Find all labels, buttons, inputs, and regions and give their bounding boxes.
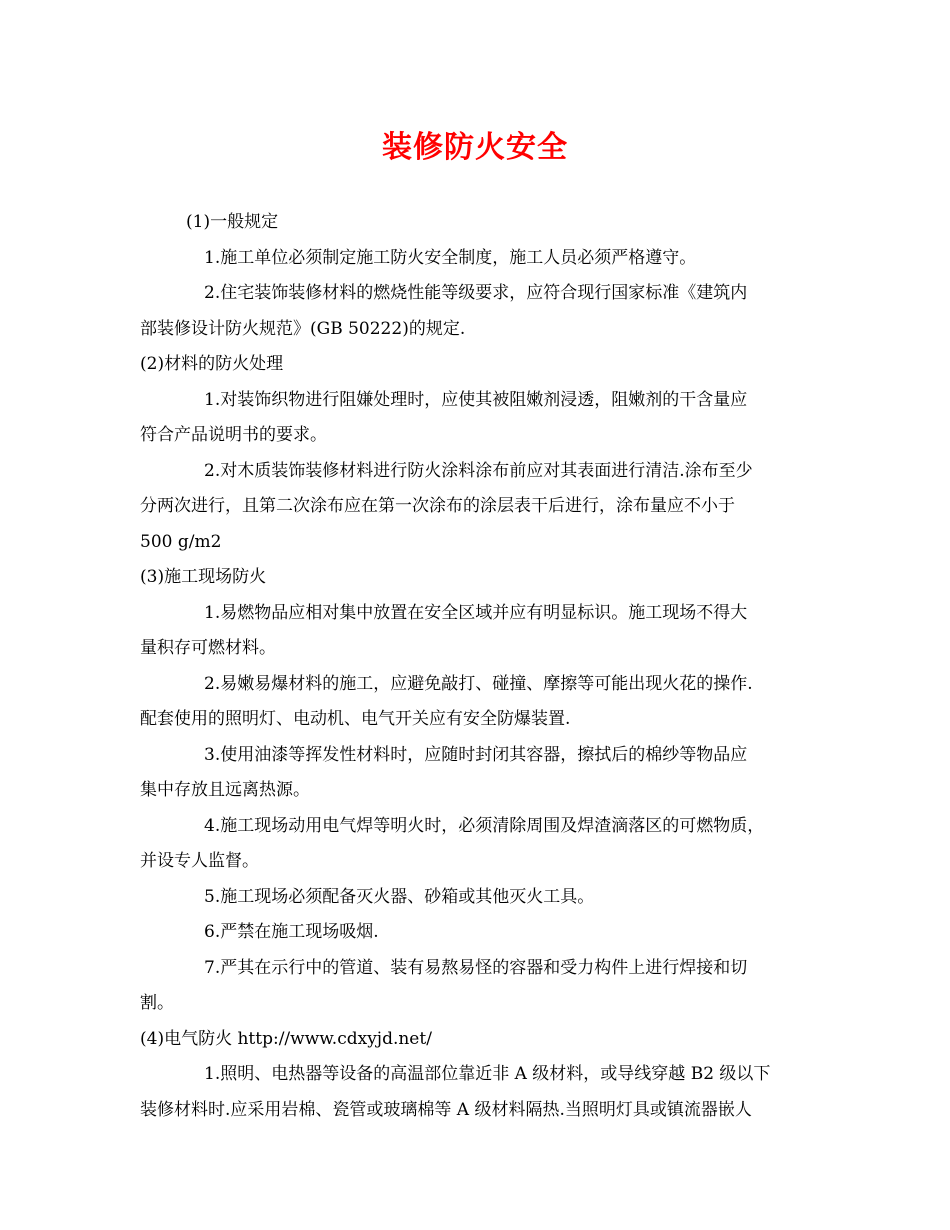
text-line: 集中存放且远离热源。 [140, 780, 310, 800]
text-line: 装修材料时.应采用岩棉、瓷管或玻璃棉等 A 级材料隔热.当照明灯具或镇流器嵌人 [140, 1099, 752, 1120]
text-line: 2.易嫩易爆材料的施工，应避免敲打、碰撞、摩擦等可能出现火花的操作. [204, 673, 753, 694]
text-line: 1.照明、电热器等设备的高温部位靠近非 A 级材料，或导线穿越 B2 级以下 [204, 1064, 771, 1084]
text-line: 分两次进行，且第二次涂布应在第一次涂布的涂层表干后进行，涂布量应不小于 [140, 496, 735, 516]
text-line: 割。 [140, 993, 174, 1013]
text-line: 7.严其在示行中的管道、装有易熬易怪的容器和受力构件上进行焊接和切 [204, 957, 748, 978]
text-line: 1.易燃物品应相对集中放置在安全区域并应有明显标识。施工现场不得大 [204, 602, 748, 623]
text-line: (2)材料的防火处理 [140, 354, 284, 374]
text-line: 4.施工现场动用电气焊等明火时，必须清除周围及焊渣滴落区的可燃物质， [204, 815, 765, 836]
text-line: 部装修设计防火规范》(GB 50222)的规定. [140, 318, 466, 339]
text-line: 符合产品说明书的要求。 [140, 425, 327, 445]
text-line: 5.施工现场必须配备灭火器、砂箱或其他灭火工具。 [204, 886, 595, 907]
text-line: 2.对木质装饰装修材料进行防火涂料涂布前应对其表面进行清洁.涂布至少 [204, 460, 753, 481]
document-title: 装修防火安全 [382, 130, 568, 165]
text-line: 3.使用油漆等挥发性材料时，应随时封闭其容器，擦拭后的棉纱等物品应 [204, 744, 748, 765]
text-line: 6.严禁在施工现场吸烟. [204, 922, 379, 942]
text-line: 量积存可燃材料。 [140, 638, 276, 658]
text-line: (4)电气防火 http://www.cdxyjd.net/ [140, 1028, 432, 1049]
text-line: (3)施工现场防火 [140, 567, 267, 587]
text-line: 1.对装饰织物进行阻嫌处理时，应使其被阻嫩剂浸透，阻嫩剂的干含量应 [204, 389, 748, 410]
text-line: 配套使用的照明灯、电动机、电气开关应有安全防爆装置. [140, 709, 571, 729]
text-line: 1.施工单位必须制定施工防火安全制度，施工人员必须严格遵守。 [204, 247, 697, 268]
text-line: 500 g/m2 [140, 531, 222, 552]
text-line: 并设专人监督。 [140, 851, 259, 871]
document-body [140, 205, 820, 1128]
text-line: 2.住宅装饰装修材料的燃烧性能等级要求，应符合现行国家标准《建筑内 [204, 283, 748, 303]
text-line: (1)一般规定 [186, 212, 279, 232]
